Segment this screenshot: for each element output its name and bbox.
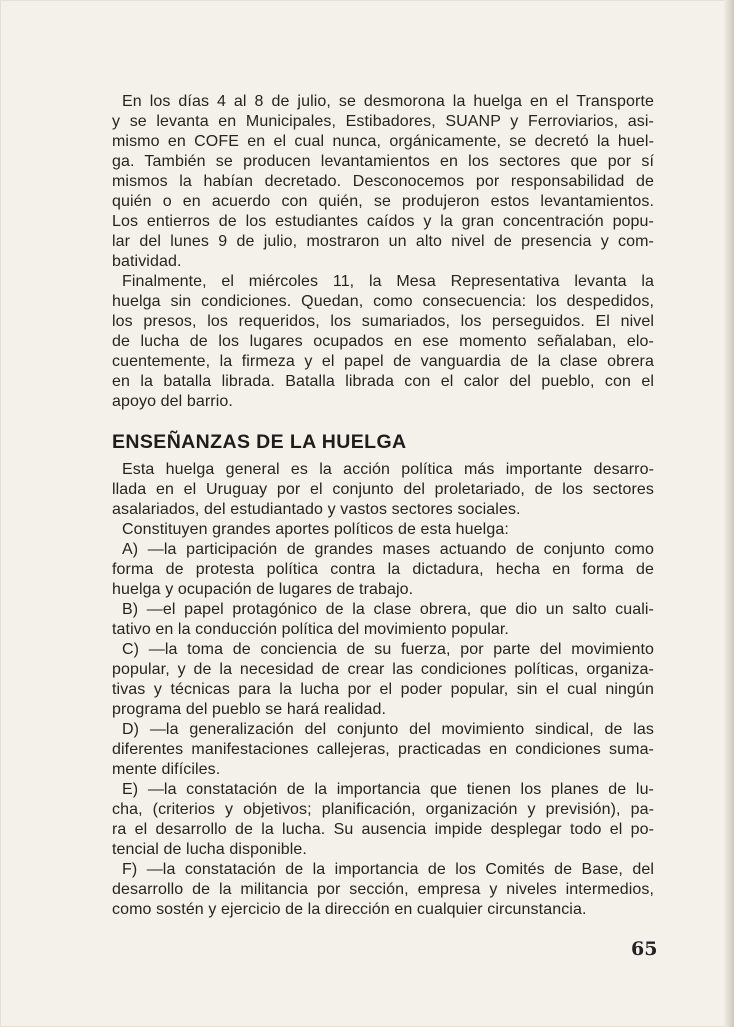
page-content bbox=[112, 92, 654, 920]
list-item-d bbox=[112, 720, 654, 780]
text-line: mente difíciles. bbox=[112, 761, 221, 778]
text-line: huelga y ocupación de lugares de trabajo. bbox=[112, 581, 414, 598]
text-line: tivas y técnicas para la lucha por el poder popular, sin el cual ningún bbox=[112, 681, 654, 698]
paragraph-3 bbox=[112, 460, 654, 520]
list-item-f bbox=[112, 860, 654, 920]
text-line: tativo en la conducción política del movimiento popular. bbox=[112, 621, 509, 638]
page-edge-shadow bbox=[724, 0, 734, 1027]
text-line: popular, y de la necesidad de crear las condiciones políticas, organiza- bbox=[112, 661, 654, 678]
section-heading: ENSEÑANZAS DE LA HUELGA bbox=[112, 431, 407, 453]
text-line: batividad. bbox=[112, 253, 182, 270]
text-line: en la batalla librada. Batalla librada con el calor del pueblo, con el bbox=[112, 373, 654, 390]
text-line: programa del pueblo se hará realidad. bbox=[112, 701, 387, 718]
text-line: apoyo del barrio. bbox=[112, 393, 233, 410]
text-line: de lucha de los lugares ocupados en ese momento señalaban, elo- bbox=[112, 333, 654, 350]
list-item-a bbox=[112, 540, 654, 600]
text-line: cuentemente, la firmeza y el papel de vanguardia de la clase obrera bbox=[112, 353, 654, 370]
text-line: Esta huelga general es la acción política más importante desarro- bbox=[122, 461, 654, 478]
text-line: D) —la generalización del conjunto del movimiento sindical, de las bbox=[122, 721, 654, 738]
text-line: y se levanta en Municipales, Estibadores, SUANP y Ferroviarios, asi- bbox=[112, 113, 654, 130]
page-number: 65 bbox=[631, 938, 658, 960]
list-item-e bbox=[112, 780, 654, 860]
text-line: mismos la habían decretado. Desconocemos por responsabilidad de bbox=[112, 173, 654, 190]
paragraph-2 bbox=[112, 272, 654, 412]
text-line: desarrollo de la militancia por sección, empresa y niveles intermedios, bbox=[112, 881, 654, 898]
text-line: Finalmente, el miércoles 11, la Mesa Representativa levanta la bbox=[122, 273, 654, 290]
text-line: En los días 4 al 8 de julio, se desmorona la huelga en el Transporte bbox=[122, 93, 654, 110]
text-line: forma de protesta política contra la dictadura, hecha en forma de bbox=[112, 561, 654, 578]
paragraph-1 bbox=[112, 92, 654, 272]
text-line: B) —el papel protagónico de la clase obrera, que dio un salto cuali- bbox=[122, 601, 654, 618]
text-line: C) —la toma de conciencia de su fuerza, por parte del movimiento bbox=[122, 641, 654, 658]
text-line: E) —la constatación de la importancia que tienen los planes de lu- bbox=[122, 781, 654, 798]
text-line: huelga sin condiciones. Quedan, como consecuencia: los despedidos, bbox=[112, 293, 654, 310]
text-line: quién o en acuerdo con quién, se produjeron estos levantamientos. bbox=[112, 193, 654, 210]
text-line: mismo en COFE en el cual nunca, orgánicamente, se decretó la huel- bbox=[112, 133, 654, 150]
text-line: ga. También se producen levantamientos en los sectores que por sí bbox=[112, 153, 654, 170]
text-line: cha, (criterios y objetivos; planificación, organización y previsión), pa- bbox=[112, 801, 654, 818]
list-item-b bbox=[112, 600, 654, 640]
text-line: llada en el Uruguay por el conjunto del proletariado, de los sectores bbox=[112, 481, 654, 498]
text-line: F) —la constatación de la importancia de los Comités de Base, del bbox=[122, 861, 654, 878]
text-line: Los entierros de los estudiantes caídos y la gran concentración popu- bbox=[112, 213, 654, 230]
list-item-c bbox=[112, 640, 654, 720]
text-line: como sostén y ejercicio de la dirección en cualquier circunstancia. bbox=[112, 901, 587, 918]
text-line: A) —la participación de grandes mases actuando de conjunto como bbox=[122, 541, 654, 558]
text-line: los presos, los requeridos, los sumariados, los perseguidos. El nivel bbox=[112, 313, 654, 330]
text-line: lar del lunes 9 de julio, mostraron un alto nivel de presencia y com- bbox=[112, 233, 654, 250]
paragraph-4 bbox=[112, 520, 654, 540]
text-line: asalariados, del estudiantado y vastos sectores sociales. bbox=[112, 501, 521, 518]
text-line: tencial de lucha disponible. bbox=[112, 841, 307, 858]
text-line: ra el desarrollo de la lucha. Su ausencia impide desplegar todo el po- bbox=[112, 821, 654, 838]
text-line: Constituyen grandes aportes políticos de esta huelga: bbox=[122, 521, 509, 538]
text-line: diferentes manifestaciones callejeras, practicadas en condiciones suma- bbox=[112, 741, 654, 758]
